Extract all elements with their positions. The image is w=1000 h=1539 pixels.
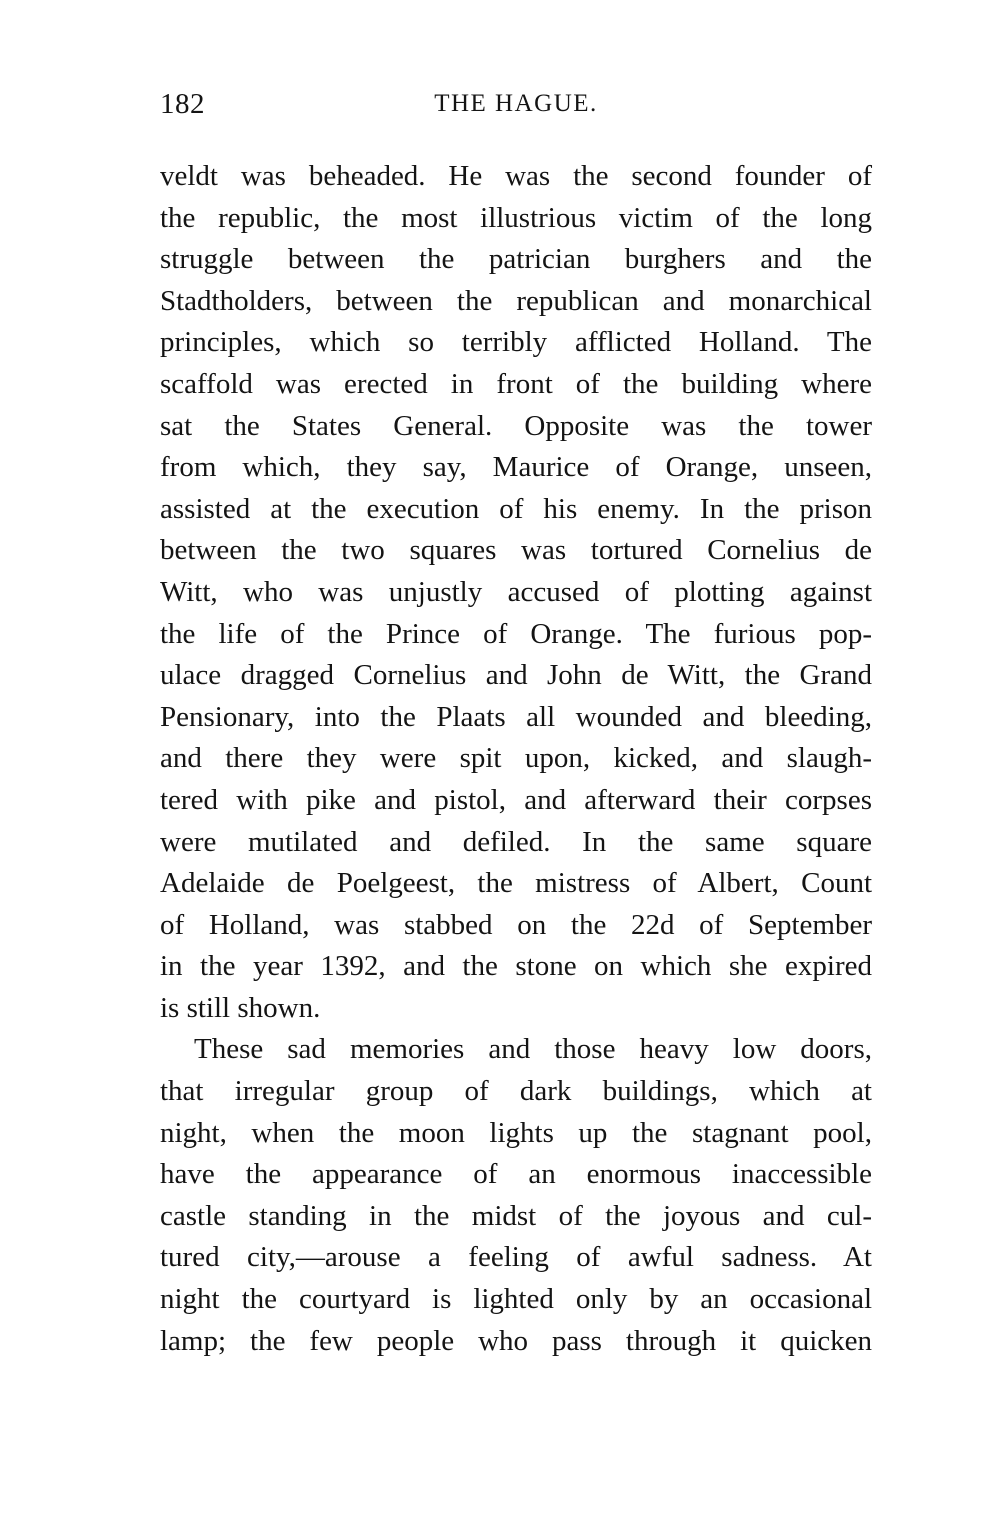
text-line: Pensionary, into the Plaats all wounded and bleeding,: [160, 700, 872, 733]
text-line: scaffold was erected in front of the building where: [160, 367, 872, 400]
page-number: 182: [160, 88, 205, 120]
running-head: [160, 84, 872, 124]
body-text: [160, 156, 872, 1362]
text-line: These sad memories and those heavy low doors,: [194, 1033, 872, 1066]
text-line: veldt was beheaded. He was the second founder of: [160, 160, 872, 192]
text-line: lamp; the few people who pass through it quicken: [160, 1324, 872, 1357]
text-line: tured city,—arouse a feeling of awful sadness. At: [160, 1241, 872, 1274]
text-line: night the courtyard is lighted only by an occasional: [160, 1283, 872, 1316]
text-line: from which, they say, Maurice of Orange, unseen,: [160, 451, 872, 484]
running-title: THE HAGUE.: [434, 90, 598, 117]
text-line: have the appearance of an enormous inaccessible: [160, 1158, 872, 1191]
text-line: principles, which so terribly afflicted Holland. The: [160, 326, 872, 359]
text-line: of Holland, was stabbed on the 22d of September: [160, 908, 872, 941]
text-line: in the year 1392, and the stone on which she expired: [160, 950, 872, 983]
paragraph-1: [160, 156, 872, 1029]
text-line: assisted at the execution of his enemy. In the prison: [160, 492, 872, 525]
text-line: the republic, the most illustrious victim of the long: [160, 201, 872, 234]
paragraph-2: [160, 1029, 872, 1362]
text-line: is still shown.: [160, 991, 321, 1024]
text-line: that irregular group of dark buildings, which at: [160, 1075, 872, 1108]
text-line: the life of the Prince of Orange. The furious pop-: [160, 617, 872, 650]
text-line: tered with pike and pistol, and afterward their corpses: [160, 783, 872, 816]
text-line: sat the States General. Opposite was the tower: [160, 409, 872, 442]
text-line: between the two squares was tortured Cornelius de: [160, 534, 872, 567]
text-line: Stadtholders, between the republican and monarchical: [160, 284, 872, 317]
text-line: struggle between the patrician burghers and the: [160, 243, 872, 276]
text-line: and there they were spit upon, kicked, and slaugh-: [160, 742, 872, 775]
text-line: were mutilated and defiled. In the same square: [160, 825, 872, 858]
text-line: Adelaide de Poelgeest, the mistress of Albert, Count: [160, 867, 872, 900]
text-line: Witt, who was unjustly accused of plotting against: [160, 575, 872, 608]
text-line: castle standing in the midst of the joyous and cul-: [160, 1199, 872, 1232]
text-line: night, when the moon lights up the stagnant pool,: [160, 1116, 872, 1149]
text-line: ulace dragged Cornelius and John de Witt, the Grand: [160, 659, 872, 692]
